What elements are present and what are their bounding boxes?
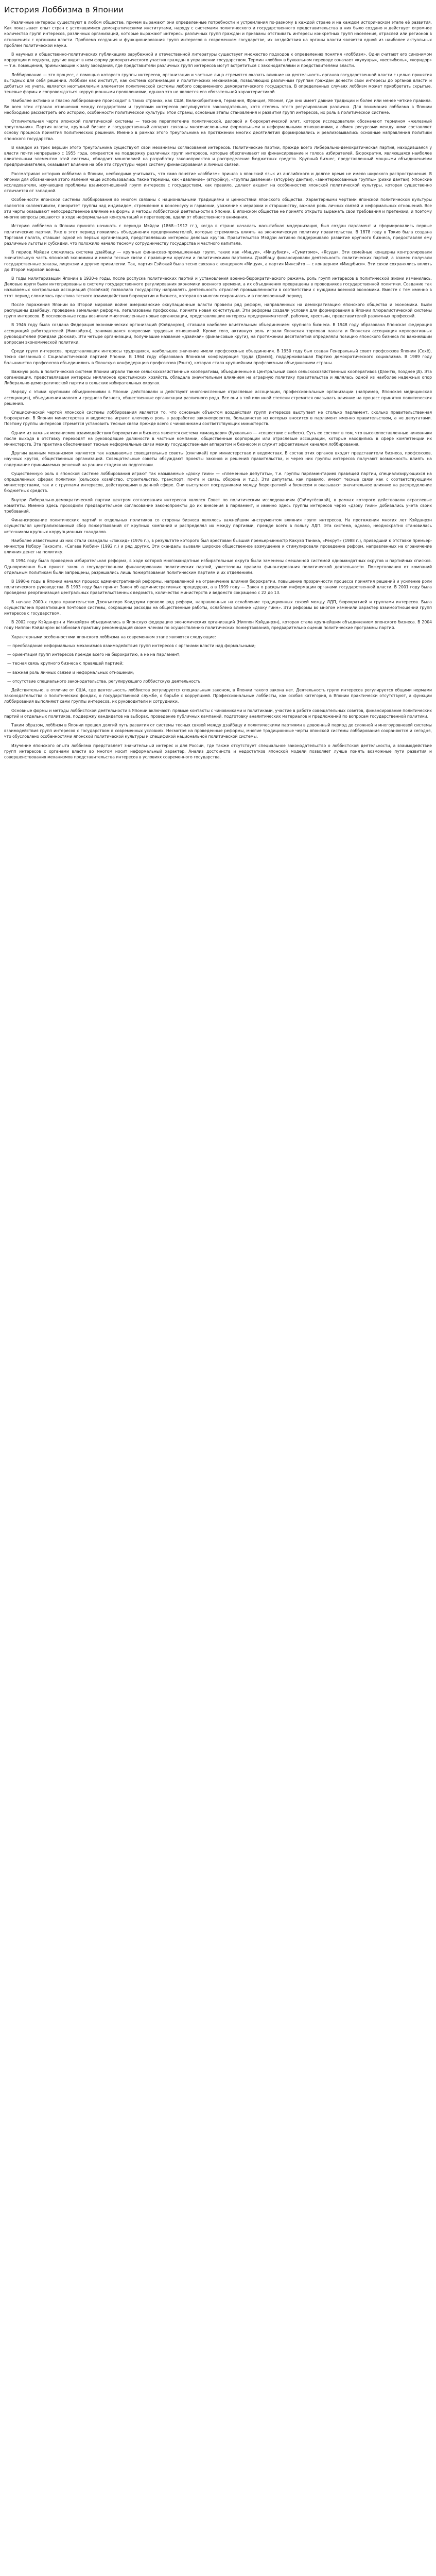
paragraph: Важную роль в политической системе Японии играли также сельскохозяйственные кооперативы, объединенные в Центральный союз сельскохозяйственных кооперативов (Дзэнтю, позднее JA). Эта организация, представлявшая интересы миллионов крестьянских хозяйств, обладала значительным влиянием на аграрную политику правительства и являлась одной из наиболее надежных опор Либерально-демократической партии в сельских избирательных округах. bbox=[4, 369, 432, 386]
paragraph: В начале 2000-х годов правительство Дзюнъитиро Коидзуми провело ряд реформ, направленных на ослабление традиционных связей между ЛДП, бюрократией и группами интересов. Была осуществлена приватизация почтовой системы, сокращены расходы на общественные работы, ослаблено влияние «дзоку гиин». Эти реформы во многом изменили характер взаимоотношений групп интересов с государством. bbox=[4, 599, 432, 616]
paragraph: Другим важным механизмом являются так называемые совещательные советы (сингикай) при министерствах и ведомствах. В состав этих органов входят представители бизнеса, профсоюзов, научных кругов, общественных организаций. Совещательные советы обсуждают проекты законов и решений правительства, и через них группы интересов получают возможность влиять на содержание принимаемых решений на ранних стадиях их подготовки. bbox=[4, 451, 432, 467]
paragraph: Таким образом, лоббизм в Японии прошел долгий путь развития от системы тесных связей между дзайбацу и политическими партиями в довоенный период до сложной и многоуровневой системы взаимодействия групп интересов с государством в современных условиях. Несмотря на проведенные реформы, многие традиционные черты японской системы лоббирования сохраняются и сегодня, что обусловлено особенностями японской политической культуры и спецификой национальной политической системы. bbox=[4, 722, 432, 739]
paragraph: Специфической чертой японской системы лоббирования является то, что основным объектом воздействия групп интересов выступает не столько парламент, сколько правительственная бюрократия. В Японии министерства и ведомства играют ключевую роль в разработке законопроектов, большинство из которых вносится в парламент именно правительством, а не депутатами. Поэтому группы интересов стремятся установить тесные связи прежде всего с чиновниками соответствующих министерств. bbox=[4, 410, 432, 427]
list-item: — ориентация групп интересов прежде всего на бюрократию, а не на парламент; bbox=[4, 652, 432, 657]
paragraph: Наряду с этими крупными объединениями в Японии действовали и действуют многочисленные отраслевые ассоциации, профессиональные организации (например, Японская медицинская ассоциация), объединения малого и среднего бизнеса, общественные организации различного рода. Все они в той или иной степени стремятся оказывать влияние на процесс принятия политических решений. bbox=[4, 389, 432, 406]
paragraph: Различные интересы существуют в любом обществе, причем выражают они определенные потребности и устремления по-разному в каждой стране и на каждом историческом этапе её развития. Как показывает опыт стран с устоявшимися демократическими институтами, наряду с системами политического и государственного представительства в них было создано и действует огромное количество групп интересов, различных организаций, которые выражают интересы различных групп граждан и призваны отстаивать интересы конкретных групп населения, отраслей или регионов в отношениях с органами власти. Проблема создания и функционирования групп интересов в современном государстве, их воздействия на органы власти является одной из наиболее актуальных проблем политической науки. bbox=[4, 20, 432, 48]
paragraph: Наиболее известными из них стали скандалы «Локхид» (1976 г.), в результате которого был арестован бывший премьер-министр Какуэй Танака, «Рекрут» (1988 г.), приведший к отставке премьер-министра Нобору Такэсита, «Сагава Кюбин» (1992 г.) и ряд других. Эти скандалы вызвали широкое общественное возмущение и стимулировали проведение реформ, направленных на ограничение влияния денег на политику. bbox=[4, 538, 432, 555]
paragraph: Изучение японского опыта лоббизма представляет значительный интерес и для России, где также отсутствует специальное законодательство о лоббистской деятельности, а взаимодействие групп интересов с органами власти во многом носит неформальный характер. Анализ достоинств и недостатков японской модели позволяет лучше понять возможные пути развития и совершенствования механизмов представительства интересов в условиях современного государства. bbox=[4, 743, 432, 759]
paragraph: В 1994 году была проведена избирательная реформа, в ходе которой многомандатные избирательные округа были заменены смешанной системой одномандатных округов и партийных списков. Одновременно был принят закон о государственном финансировании политических партий, ужесточены правила финансирования политической деятельности. Пожертвования от компаний отдельным политикам были запрещены, разрешались лишь пожертвования политическим партиям и их отделениям. bbox=[4, 558, 432, 575]
paragraph: Характерными особенностями японского лоббизма на современном этапе являются следующие: bbox=[11, 634, 216, 639]
article-title: История Лоббизма в Японии bbox=[4, 5, 124, 14]
paragraph: Существенную роль в японской системе лоббирования играют так называемые «дзоку гиин» — «племенные депутаты», т.е. группы парламентариев правящей партии, специализирующихся на определенных сферах политики (сельское хозяйство, строительство, транспорт, почта и связь, оборона и т.д.). Эти депутаты, как правило, имеют тесные связи как с соответствующими министерствами, так и с группами интересов, действующими в данной сфере. Они выступают посредниками между бюрократией и бизнесом и оказывают значительное влияние на распределение бюджетных средств. bbox=[4, 471, 432, 494]
paragraph: Внутри Либерально-демократической партии центром согласования интересов являлся Совет по политическим исследованиям (Сэймутёсакай), в рамках которого действовали отраслевые комитеты. Именно здесь проходили предварительное согласование законопроекты до их внесения в парламент, и именно здесь группы интересов через «дзоку гиин» добивались учета своих требований. bbox=[4, 497, 432, 514]
paragraph: После поражения Японии во Второй мировой войне американские оккупационные власти провели ряд реформ, направленных на демократизацию японского общества и экономики. Были распущены дзайбацу, проведена земельная реформа, легализованы профсоюзы, принята новая конституция. Эти реформы создали условия для формирования в Японии плюралистической системы групп интересов. В послевоенные годы возникли многочисленные новые организации, представлявшие интересы предпринимателей, рабочих, крестьян, представителей различных профессий. bbox=[4, 302, 432, 319]
paragraph: Одним из важных механизмов взаимодействия бюрократии и бизнеса является система «амакудари» (буквально — «сошествие с небес»). Суть ее состоит в том, что высокопоставленные чиновники после выхода в отставку переходят на руководящие должности в частные компании, общественные корпорации или отраслевые ассоциации, которые находились в сфере компетенции их министерств. Эта практика обеспечивает тесные неформальные связи между государственным аппаратом и бизнесом и служит эффективным каналом лоббирования. bbox=[4, 430, 432, 447]
paragraph: Финансирование политических партий и отдельных политиков со стороны бизнеса являлось важнейшим инструментом влияния групп интересов. На протяжении многих лет Кэйданрэн осуществлял централизованный сбор пожертвований от крупных компаний и распределял их между партиями, прежде всего в пользу ЛДП. Эта система, однако, неоднократно становилась источником крупных коррупционных скандалов. bbox=[4, 518, 432, 534]
list-item: — тесная связь крупного бизнеса с правящей партией; bbox=[4, 660, 432, 666]
paragraph: Основные формы и методы лоббистской деятельности в Японии включают: прямые контакты с чиновниками и политиками, участие в работе совещательных советов, финансирование политических партий и отдельных политиков, поддержку кандидатов на выборах, проведение публичных кампаний, подготовку аналитических материалов и предложений по вопросам государственной политики. bbox=[4, 708, 432, 719]
paragraph: Наиболее активно и гласно лоббирование происходит в таких странах, как США, Великобритания, Германия, Франция, Япония, где оно имеет давние традиции и более или менее четкие правила. Во всех этих странах отношения между государством и группами интересов регулируются законодательно, хотя степень этого регулирования различна. Для понимания лоббизма в Японии необходимо рассмотреть его историю, особенности политической культуры этой страны, основные этапы становления и развития групп интересов, их роль в политической системе. bbox=[4, 98, 432, 115]
paragraph: Среди групп интересов, представлявших интересы трудящихся, наибольшее значение имели профсоюзные объединения. В 1950 году был создан Генеральный совет профсоюзов Японии (Сохё), тесно связанный с Социалистической партией Японии. В 1964 году образована Японская конфедерация труда (Домэй), поддерживавшая Партию демократического социализма. В 1989 году большинство профсоюзов объединились в Японскую конфедерацию профсоюзов (Рэнго), которая стала крупнейшим профсоюзным объединением страны. bbox=[4, 349, 432, 365]
list-item: — важная роль личных связей и неформальных отношений; bbox=[4, 670, 432, 675]
paragraph: В период Мэйдзи сложилась система дзайбацу — крупных финансово-промышленных групп, таких как «Мицуи», «Мицубиси», «Сумитомо», «Ясуда». Эти семейные концерны контролировали значительную часть японской экономики и имели тесные связи с правящими кругами и политическими партиями. Дзайбацу финансировали деятельность политических партий, а взамен получали государственные заказы, лицензии и другие привилегии. Так, партия Сэйюкай была тесно связана с концерном «Мицуи», а партия Минсэйто — с концерном «Мицубиси». Эти связи сохранялись вплоть до Второй мировой войны. bbox=[4, 250, 432, 272]
paragraph: Рассматривая историю лоббизма в Японии, необходимо учитывать, что само понятие «лоббизм» пришло в японский язык из английского и долгое время не имело широкого распространения. В Японии для обозначения этого явления чаще использовались такие термины, как «давление» (атсурёку), «группы давления» (атсурёку дантай), «заинтересованные группы» (риэки дантай). Японские исследователи, изучающие проблемы взаимоотношений групп интересов с государством, как правило, делают акцент на особенностях японской политической культуры, которая существенно отличается от западной. bbox=[4, 171, 432, 194]
paragraph: В годы милитаризации Японии в 1930-е годы, после роспуска политических партий и установления военно-бюрократического режима, роль групп интересов в политической жизни изменилась. Деловые круги были интегрированы в систему государственного регулирования экономики военного времени, а их объединения превращены в проводников государственной политики. Создание так называемых контрольных ассоциаций (тосэйкай) позволило государству направлять деятельность отраслей промышленности в соответствии с нуждами военной экономики. Вместе с тем именно в этот период сложилась практика тесного взаимодействия бюрократии и бизнеса, которая во многом сохранилась и в послевоенный период. bbox=[4, 276, 432, 298]
list-item: — отсутствие специального законодательства, регулирующего лоббистскую деятельность. bbox=[4, 679, 432, 684]
paragraph: В каждой из трех вершин этого треугольника существуют свои механизмы согласования интересов. Политические партии, прежде всего Либерально-демократическая партия, находившаяся у власти почти непрерывно с 1955 года, опираются на поддержку различных групп интересов, которые обеспечивают их финансирование и голоса избирателей. Бюрократия, являющаяся наиболее влиятельным элементом этой системы, обладает монополией на разработку законопроектов и распределение бюджетных средств. Крупный бизнес, представленный мощными объединениями предпринимателей, оказывает влияние на обе эти структуры через систему финансирования и личных связей. bbox=[4, 145, 432, 167]
paragraph: Отличительная черта японской политической системы — тесное переплетение политической, деловой и бюрократической элит, которое исследователи обозначают термином «железный треугольник». Партия власти, крупный бизнес и государственный аппарат связаны многочисленными формальными и неформальными отношениями, а обмен ресурсами между ними составляет основу процесса принятия политических решений. Именно в рамках этого треугольника на протяжении многих десятилетий формировались и реализовывались основные направления политики японского государства. bbox=[4, 119, 432, 141]
paragraph: В 2002 году Кэйданрэн и Никкэйрэн объединились в Японскую федерацию экономических организаций (Ниппон Кэйданрэн), которая стала крупнейшим объединением японского бизнеса. В 2004 году Ниппон Кэйданрэн возобновил практику рекомендаций своим членам по осуществлению политических пожертвований, предварительно оценив политические программы партий. bbox=[4, 620, 432, 631]
paragraph: Лоббирование — это процесс, с помощью которого группы интересов, организации и частные лица стремятся оказать влияние на деятельность органов государственной власти с целью принятия выгодных для себя решений. Лоббизм как институт, как система организаций и политических механизмов, позволяющих различным группам граждан донести свои интересы до органов власти и добиться их учета, является неотъемлемым элементом политической системы любого современного демократического государства. В определенных случаях лоббизм может приобретать скрытые, теневые формы и сопровождаться коррупционными проявлениями, однако это не является его обязательной характеристикой. bbox=[4, 72, 432, 95]
paragraph: В научных и общественно-политических публикациях зарубежной и отечественной литературы существует множество подходов к определению понятия «лоббизм». Одни считают его синонимом коррупции и подкупа, другие видят в нем форму демократического участия граждан в управлении государством. Термин «лобби» в буквальном переводе означает «кулуары», «вестибюль», «коридор» — т.е. помещения, примыкающие к залу заседаний, где представители различных групп интересов могут встретиться с законодателями и представителями власти. bbox=[4, 52, 432, 69]
paragraph: Действительно, в отличие от США, где деятельность лоббистов регулируется специальным законом, в Японии такого закона нет. Деятельность групп интересов регулируется общими нормами законодательства о политических фондах, о государственной службе, о борьбе с коррупцией. Профессиональные лоббисты, как особая категория, в Японии практически отсутствуют, а функции лоббирования выполняют сами группы интересов, их руководители и сотрудники. bbox=[4, 687, 432, 704]
paragraph: Историю лоббизма в Японии принято начинать с периода Мэйдзи (1868—1912 гг.), когда в стране началась масштабная модернизация, был создан парламент и сформировались первые политические партии. Уже в этот период появились объединения предпринимателей, которые стремились влиять на экономическую политику правительства. В 1878 году в Токио была создана Торговая палата, ставшая одной из первых организаций, представлявших интересы деловых кругов. Правительство Мэйдзи активно поддерживало развитие крупного бизнеса, предоставляя ему различные льготы и субсидии, что положило начало тесному сотрудничеству государства и частного капитала. bbox=[4, 224, 432, 246]
article-body bbox=[4, 20, 432, 760]
paragraph: Особенности японской системы лоббирования во многом связаны с национальными традициями и ценностями японского общества. Характерными чертами японской политической культуры являются коллективизм, приоритет группы над индивидом, стремление к консенсусу и гармонии, уважение к иерархии и старшинству, важная роль личных связей и неформальных отношений. Все эти черты оказывают непосредственное влияние на формы и методы лоббистской деятельности в Японии. В японском обществе не принято открыто выражать свои требования и претензии, и поэтому многие вопросы решаются в ходе неформальных консультаций и переговоров, вдали от общественного внимания. bbox=[4, 197, 432, 220]
paragraph: В 1990-е годы в Японии начался процесс административной реформы, направленной на ограничение влияния бюрократии, повышение прозрачности процесса принятия решений и усиление роли политического руководства. В 1993 году был принят Закон об административных процедурах, а в 1999 году — Закон о раскрытии информации органами государственной власти. В 2001 году была проведена реорганизация центральных правительственных ведомств, количество министерств и ведомств сокращено с 22 до 13. bbox=[4, 579, 432, 596]
paragraph: В 1946 году была создана Федерация экономических организаций (Кэйданрэн), ставшая наиболее влиятельным объединением крупного бизнеса. В 1948 году образована Японская федерация ассоциаций работодателей (Никкэйрэн), занимавшаяся вопросами трудовых отношений. Кроме того, активную роль играли Японская торговая палата и Японская ассоциация корпоративных руководителей (Кэйдзай Доюкай). Эти четыре организации, получившие название «дзайкай» (финансовые круги), на протяжении десятилетий определяли позицию японского бизнеса по важнейшим вопросам экономической политики. bbox=[4, 323, 432, 345]
list-item: — преобладание неформальных механизмов взаимодействия групп интересов с органами власти над формальными; bbox=[4, 643, 432, 649]
article bbox=[0, 0, 436, 773]
